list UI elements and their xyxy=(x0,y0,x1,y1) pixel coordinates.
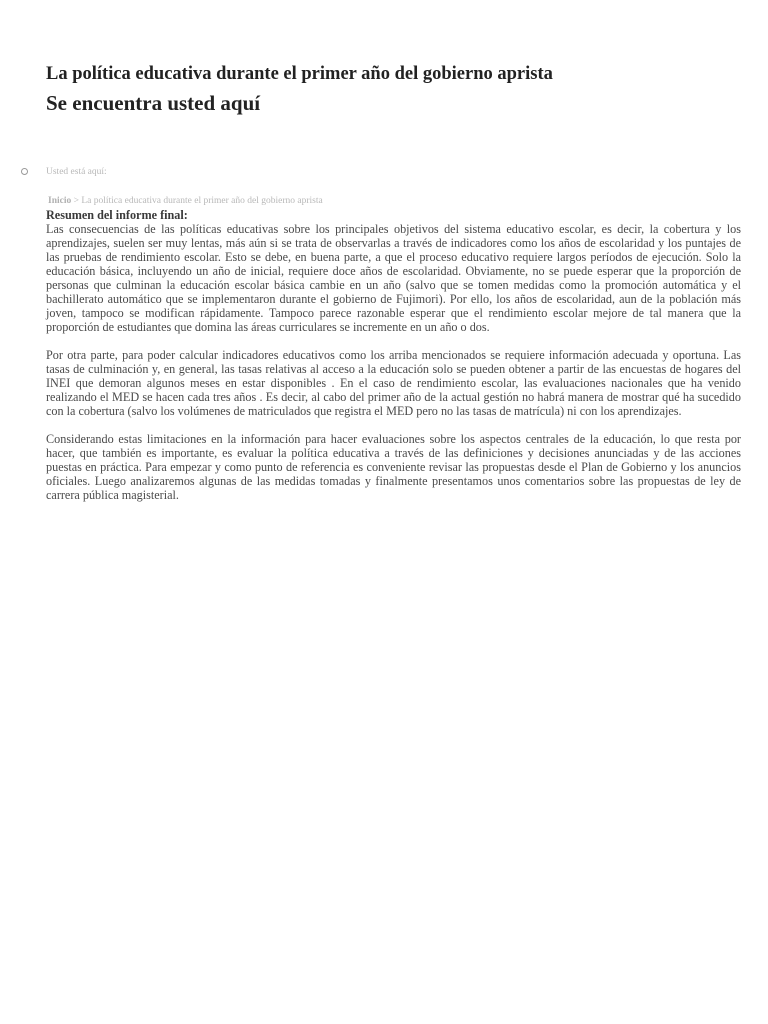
location-list-item xyxy=(0,165,768,181)
article-paragraph: Las consecuencias de las políticas educativas sobre los principales objetivos del sistema educativo escolar, es decir, la cobertura y los aprendizajes, suelen ser muy lentas, más aún si se trata de observarlas a través de indicadores como los años de escolaridad y los puntajes de las pruebas de rendimiento escolar. Esto se debe, en buena parte, a que el proceso educativo requiere largos períodos de ejecución. Solo la educación básica, incluyendo un año de inicial, requiere doce años de escolaridad. Obviamente, no se puede esperar que la proporción de personas que culminan la educación escolar básica cambie en un año (salvo que se tomen medidas como la promoción automática y el bachillerato automático que se implementaron durante el gobierno de Fujimori). Por ello, los años de escolaridad, aun de la población más joven, tampoco se modifican rápidamente. Tampoco parece razonable esperar que el rendimiento escolar mejore de tal manera que la proporción de estudiantes que domina las áreas curriculares se incremente en un año o dos. xyxy=(46,222,741,334)
location-label: Usted está aquí: xyxy=(46,167,107,177)
page-subtitle: Se encuentra usted aquí xyxy=(46,91,261,115)
article-body xyxy=(46,208,741,516)
article-paragraph: Por otra parte, para poder calcular indicadores educativos como los arriba mencionados se requiere información adecuada y oportuna. Las tasas de culminación y, en general, las tasas relativas al acceso a la educación solo se pueden obtener a partir de las encuestas de hogares del INEI que demoran algunos meses en estar disponibles . En el caso de rendimiento escolar, las evaluaciones nacionales que ha venido realizando el MED se hacen cada tres años . Es decir, al cabo del primer año de la actual gestión no habrá manera de mostrar qué ha sucedido con la cobertura (salvo los volúmenes de matriculados que registra el MED pero no las tasas de matrícula) ni con los aprendizajes. xyxy=(46,348,741,418)
page-title: La política educativa durante el primer año del gobierno aprista xyxy=(46,64,553,84)
breadcrumb-current: La política educativa durante el primer año del gobierno aprista xyxy=(81,196,323,206)
article-paragraph: Considerando estas limitaciones en la información para hacer evaluaciones sobre los aspectos centrales de la educación, lo que resta por hacer, que también es importante, es evaluar la política educativa a través de las definiciones y decisiones anunciadas y de las acciones puestas en práctica. Para empezar y como punto de referencia es conveniente revisar las propuestas desde el Plan de Gobierno y los anuncios oficiales. Luego analizaremos algunas de las medidas tomadas y finalmente presentamos unos comentarios sobre las propuestas de ley de carrera pública magisterial. xyxy=(46,432,741,502)
summary-heading: Resumen del informe final: xyxy=(46,208,188,222)
circle-bullet-icon xyxy=(21,168,28,175)
breadcrumb-home-link[interactable]: Inicio xyxy=(48,196,72,206)
breadcrumb-separator: > xyxy=(73,196,79,206)
breadcrumb xyxy=(48,194,323,208)
